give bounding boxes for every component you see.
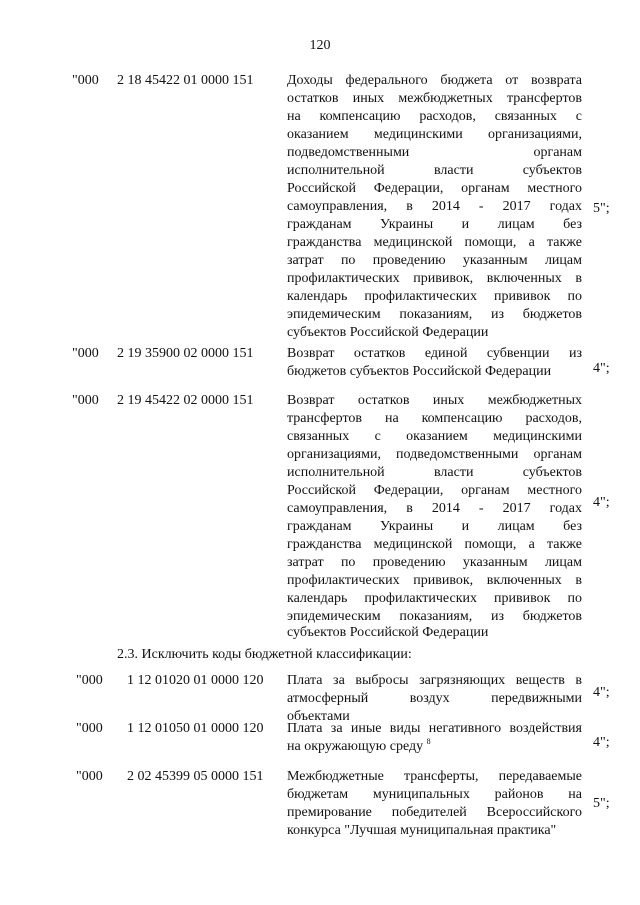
row-code: 2 19 35900 02 0000 151 [117,346,254,361]
row-line: календарь профилактических прививок по [287,289,582,304]
row-line: субъектов Российской Федерации [287,625,489,640]
row-line: Российской Федерации, органам местного [287,483,582,498]
row-suffix: 4"; [593,735,610,750]
row-line: исполнительной власти субъектов [287,163,582,178]
row-line: конкурса "Лучшая муниципальная практика" [287,823,557,838]
row-line: Возврат остатков единой субвенции из [287,346,582,361]
row-line: Возврат остатков иных межбюджетных [287,393,582,408]
row-prefix: "000 [76,673,103,688]
page-number: 120 [309,38,331,53]
row-line: объектами [287,709,350,724]
row-line: Межбюджетные трансферты, передаваемые [287,769,582,784]
row-code: 2 19 45422 02 0000 151 [117,393,254,408]
row-line: Доходы федерального бюджета от возврата [287,73,582,88]
row-suffix: 5"; [593,796,610,811]
row-line: исполнительной власти субъектов [287,465,582,480]
row-prefix: "000 [72,73,99,88]
row-line: Плата за выбросы загрязняющих веществ в [287,673,582,688]
row-line: затрат по проведению указанным лицам [287,253,582,268]
row-line: Российской Федерации, органам местного [287,181,582,196]
row-line: организациями, подведомственными органам [287,447,582,462]
row-line: оказанием медицинскими организациями, [287,127,582,142]
row-suffix: 4"; [593,495,610,510]
row-line: гражданам Украины и лицам без [287,217,582,232]
row-line: гражданства медицинской помощи, а также [287,235,582,250]
row-prefix: "000 [76,721,103,736]
row-code: 1 12 01050 01 0000 120 [127,721,264,736]
row-line: профилактических прививок, включенных в [287,573,582,588]
row-line: связанных с оказанием медицинскими [287,429,582,444]
row-line: премирование победителей Всероссийского [287,805,582,820]
section-heading: 2.3. Исключить коды бюджетной классификации: [117,647,412,662]
row-suffix: 5"; [593,201,610,216]
row-suffix: 4"; [593,685,610,700]
row-line: гражданам Украины и лицам без [287,519,582,534]
row-prefix: "000 [76,769,103,784]
row-line: бюджетам муниципальных районов на [287,787,582,802]
row-line: самоуправления, в 2014 - 2017 годах [287,199,582,214]
row-line: атмосферный воздух передвижными [287,691,582,706]
row-line: затрат по проведению указанным лицам [287,555,582,570]
row-line: Плата за иные виды негативного воздействия [287,721,582,736]
footnote-marker: 8 [426,737,431,746]
row-line: самоуправления, в 2014 - 2017 годах [287,501,582,516]
row-line: календарь профилактических прививок по [287,591,582,606]
row-line: эпидемическим показаниям, из бюджетов [287,609,582,624]
row-code: 1 12 01020 01 0000 120 [127,673,264,688]
row-line: остатков иных межбюджетных трансфертов [287,91,582,106]
row-line: гражданства медицинской помощи, а также [287,537,582,552]
row-line: субъектов Российской Федерации [287,325,489,340]
row-line: бюджетов субъектов Российской Федерации [287,364,552,379]
row-code: 2 02 45399 05 0000 151 [127,769,264,784]
row-line: трансфертов на компенсацию расходов, [287,411,582,426]
row-line: эпидемическим показаниям, из бюджетов [287,307,582,322]
row-line: на компенсацию расходов, связанных с [287,109,582,124]
row-prefix: "000 [72,393,99,408]
row-suffix: 4"; [593,361,610,376]
row-line: на окружающую среду [287,739,424,754]
row-code: 2 18 45422 01 0000 151 [117,73,254,88]
row-prefix: "000 [72,346,99,361]
row-line-with-footnote [287,738,582,756]
row-line: подведомственными органам [287,145,582,160]
row-line: профилактических прививок, включенных в [287,271,582,286]
